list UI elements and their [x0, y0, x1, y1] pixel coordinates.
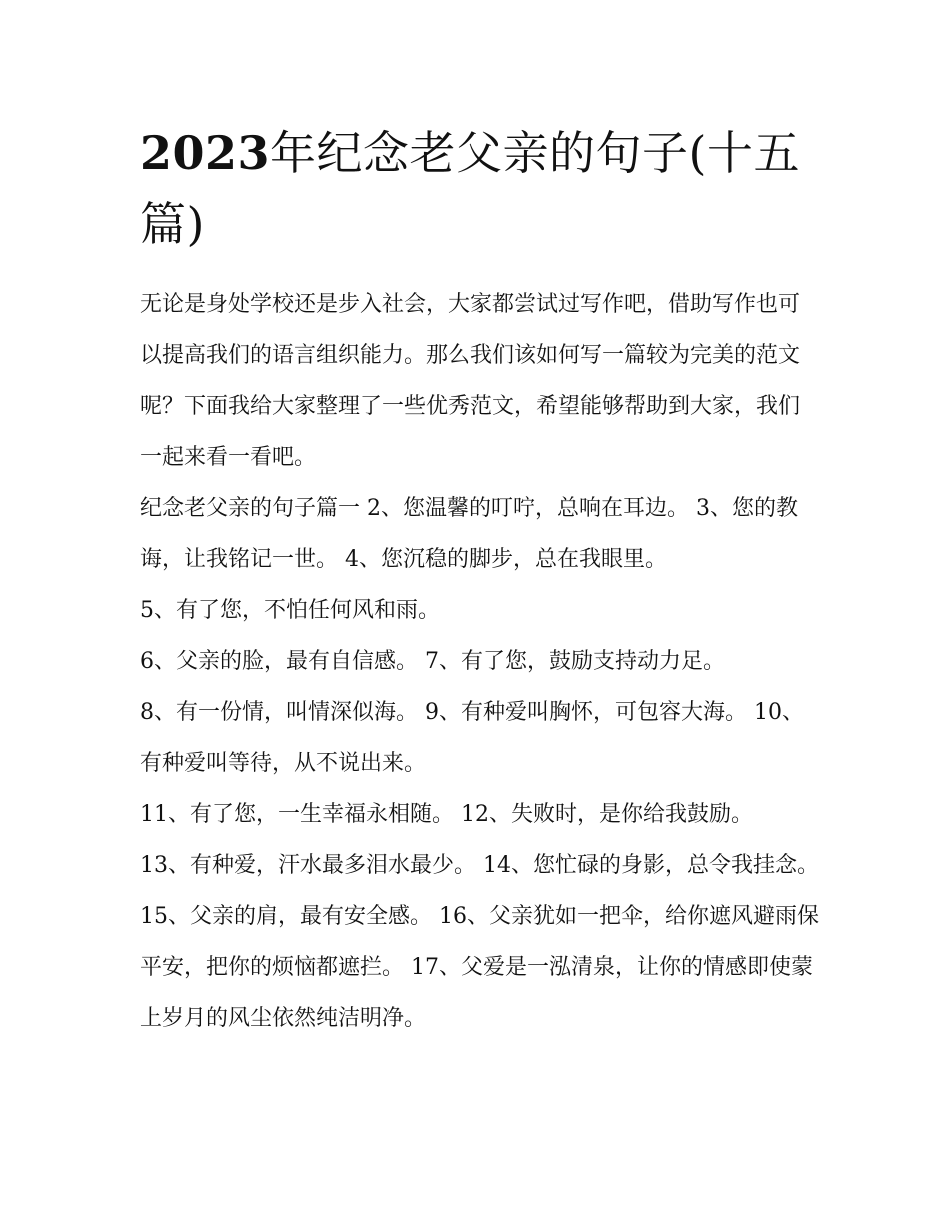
quote-paragraph: 5、有了您，不怕任何风和雨。 [140, 598, 440, 623]
document-title [140, 118, 820, 260]
title-year: 2023 [140, 126, 271, 180]
quote-paragraph: 11、有了您，一生幸福永相随。 12、失败时，是你给我鼓励。 [140, 802, 753, 827]
document-body [140, 279, 820, 1044]
quote-paragraph: 13、有种爱，汗水最多泪水最少。 14、您忙碌的身影，总令我挂念。 [140, 853, 819, 878]
document-page [140, 118, 820, 1044]
title-text: 年纪念老父亲的句子(十五篇) [140, 126, 800, 251]
quote-paragraph: 6、父亲的脸，最有自信感。 7、有了您，鼓励支持动力足。 [140, 649, 725, 674]
quote-paragraph: 8、有一份情，叫情深似海。 9、有种爱叫胸怀，可包容大海。 10、有种爱叫等待，从不说出来。 [140, 700, 804, 776]
intro-paragraph: 无论是身处学校还是步入社会，大家都尝试过写作吧，借助写作也可以提高我们的语言组织能力。那么我们该如何写一篇较为完美的范文呢？下面我给大家整理了一些优秀范文，希望能够帮助到大家，我们一起来看一看吧。 [140, 292, 801, 470]
quote-paragraph: 15、父亲的肩，最有安全感。 16、父亲犹如一把伞，给你遮风避雨保平安，把你的烦恼都遮拦。 17、父爱是一泓清泉，让你的情感即使蒙上岁月的风尘依然纯洁明净。 [140, 904, 819, 1031]
quote-paragraph: 纪念老父亲的句子篇一 2、您温馨的叮咛，总响在耳边。 3、您的教诲，让我铭记一世。 4、您沉稳的脚步，总在我眼里。 [140, 496, 798, 572]
